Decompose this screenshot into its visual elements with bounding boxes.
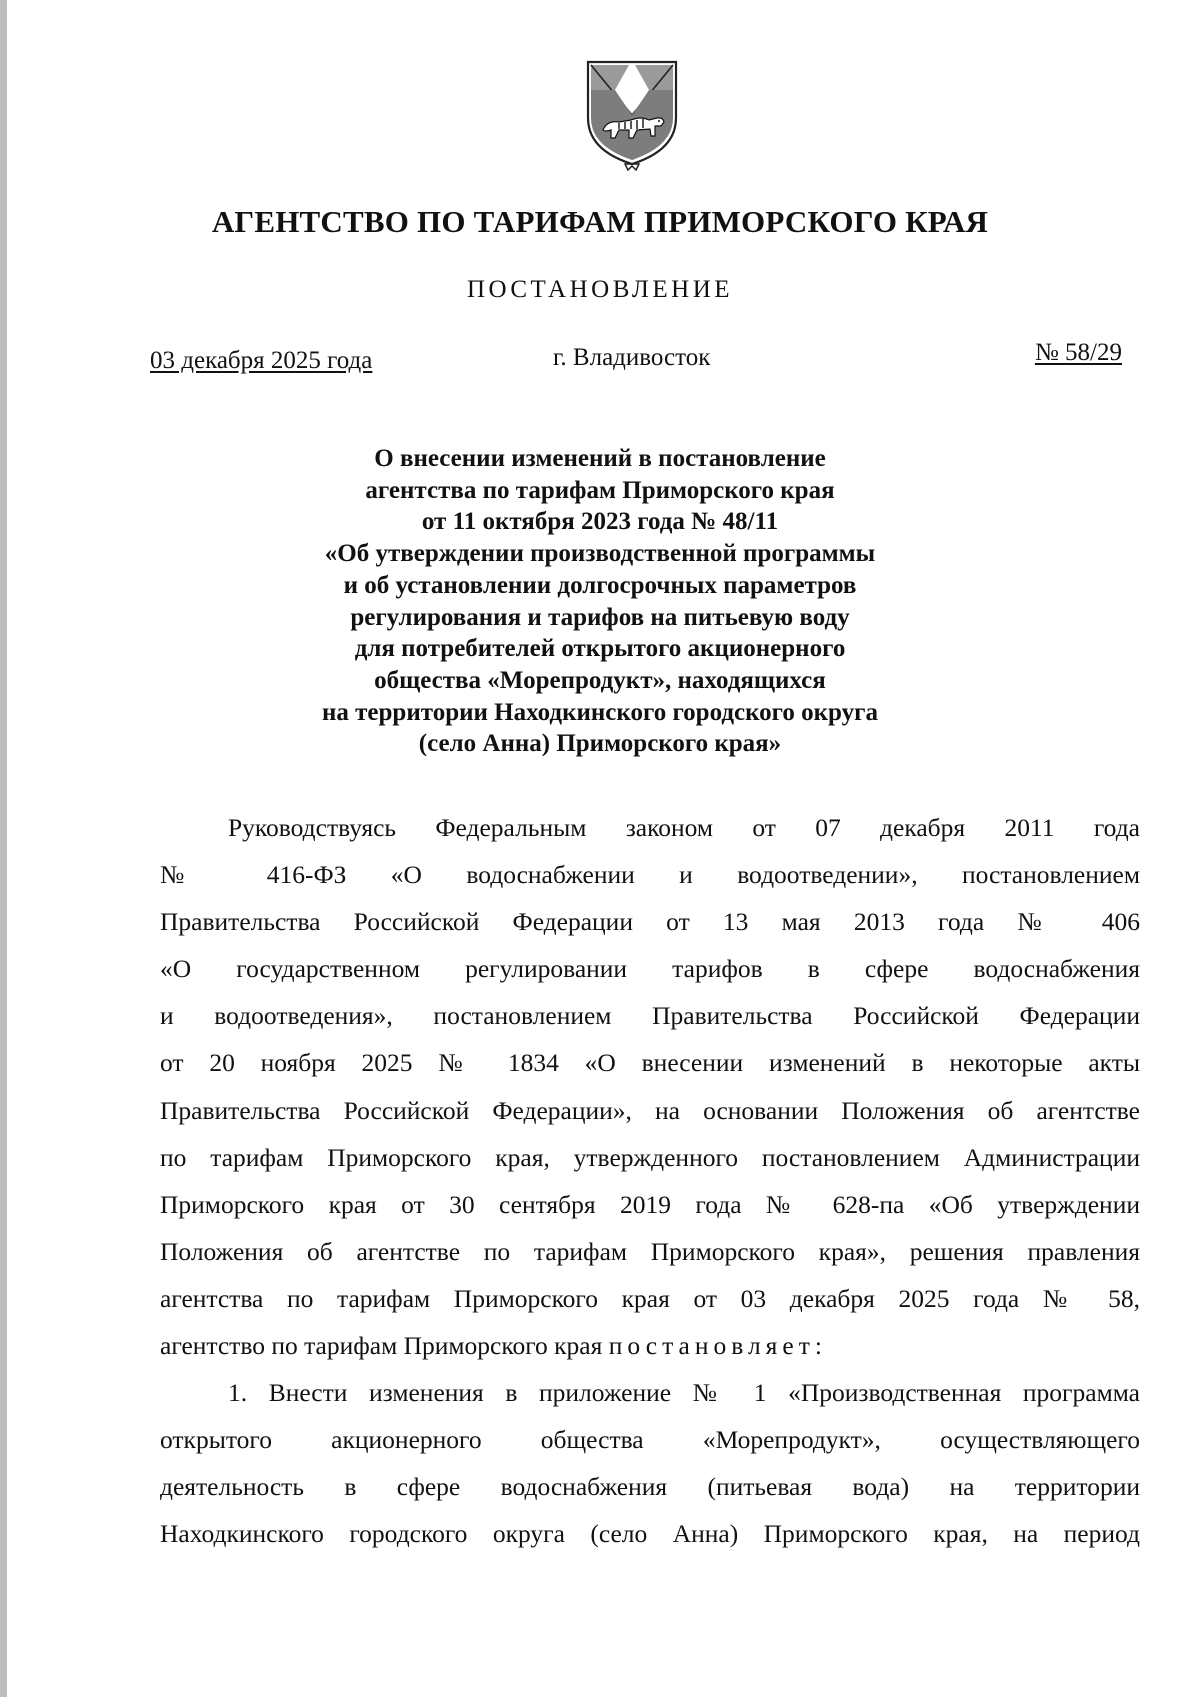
document-type: ПОСТАНОВЛЕНИЕ <box>466 276 734 303</box>
document-number: № 58/29 <box>1034 339 1122 366</box>
subject-line: регулирования и тарифов на питьевую воду <box>350 603 850 631</box>
preamble-line: и водоотведения», постановлением Правительства Российской Федерации <box>160 1001 1140 1031</box>
document-date: 03 декабря 2025 года <box>150 347 373 374</box>
coat-of-arms-icon <box>585 60 679 178</box>
subject-line: и об установлении долгосрочных параметров <box>343 571 857 599</box>
preamble-final-line <box>160 1322 1140 1369</box>
item1-line: Находкинского городского округа (село Анна) Приморского края, на период <box>160 1519 1140 1549</box>
preamble-line: Правительства Российской Федерации», на основании Положения об агентстве <box>160 1095 1140 1125</box>
item1-line: открытого акционерного общества «Морепродукт», осуществляющего <box>160 1425 1140 1455</box>
resolution-verb: постановляет: <box>608 1331 827 1361</box>
item1-line: деятельность в сфере водоснабжения (питьевая вода) на территории <box>160 1472 1140 1502</box>
document-body <box>160 804 1140 1558</box>
document-city: г. Владивосток <box>553 344 711 371</box>
subject-line: «Об утверждении производственной программы <box>324 540 876 568</box>
preamble-final-prefix: агентство по тарифам Приморского края <box>160 1331 603 1361</box>
scan-edge-strip <box>0 0 7 1697</box>
subject-line: для потребителей открытого акционерного <box>354 635 846 663</box>
subject-line: на территории Находкинского городского округа <box>322 698 878 726</box>
subject-line: (село Анна) Приморского края» <box>418 730 782 758</box>
agency-title: АГЕНТСТВО ПО ТАРИФАМ ПРИМОРСКОГО КРАЯ <box>211 204 989 239</box>
preamble-line: Положения об агентстве по тарифам Приморского края», решения правления <box>160 1236 1140 1266</box>
preamble-line: Руководствуясь Федеральным законом от 07 декабря 2011 года <box>228 813 1140 842</box>
preamble-line: Правительства Российской Федерации от 13 мая 2013 года № 406 <box>160 907 1140 937</box>
preamble-line: № 416-ФЗ «О водоснабжении и водоотведении», постановлением <box>160 860 1140 890</box>
preamble-line: агентства по тарифам Приморского края от 03 декабря 2025 года № 58, <box>160 1283 1140 1313</box>
subject-line: агентства по тарифам Приморского края <box>365 476 835 504</box>
subject-line: О внесении изменений в постановление <box>374 445 826 472</box>
preamble-line: от 20 ноября 2025 № 1834 «О внесении изменений в некоторые акты <box>160 1048 1140 1078</box>
preamble-line: Приморского края от 30 сентября 2019 года № 628-па «Об утверждении <box>160 1189 1140 1219</box>
document-subject <box>0 443 1200 760</box>
subject-line: общества «Морепродукт», находящихся <box>374 666 826 694</box>
subject-line: от 11 октября 2023 года № 48/11 <box>421 508 779 536</box>
preamble-line: «О государственном регулировании тарифов в сфере водоснабжения <box>160 954 1140 984</box>
preamble-line: по тарифам Приморского края, утвержденного постановлением Администрации <box>160 1142 1140 1172</box>
item1-line: 1. Внести изменения в приложение № 1 «Производственная программа <box>228 1378 1140 1408</box>
